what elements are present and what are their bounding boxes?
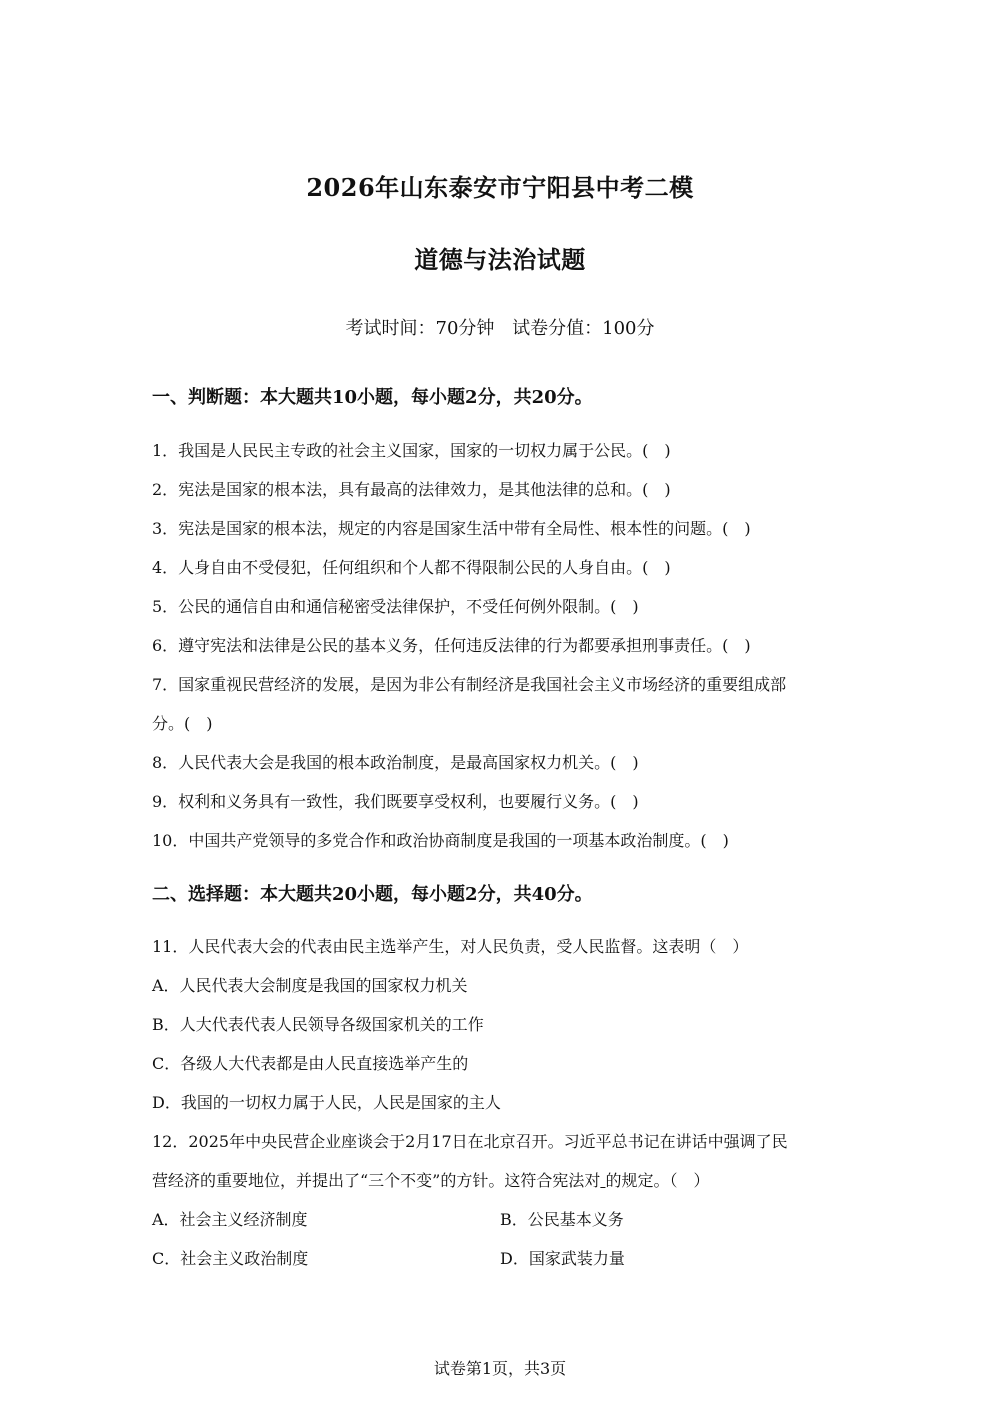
question-5: 5．公民的通信自由和通信秘密受法律保护，不受任何例外限制。( ) [152, 597, 639, 616]
question-11-option-d: D．我国的一切权力属于人民，人民是国家的主人 [152, 1093, 501, 1112]
question-7-line2: 分。( ) [152, 714, 213, 733]
question-8: 8．人民代表大会是我国的根本政治制度，是最高国家权力机关。( ) [152, 753, 639, 772]
exam-meta [0, 314, 1000, 340]
question-11-stem: 11．人民代表大会的代表由民主选举产生，对人民负责，受人民监督。这表明（ ） [152, 937, 749, 956]
section-heading-choice: 二、选择题：本大题共20小题，每小题2分，共40分。 [152, 884, 593, 905]
question-12-option-a: A．社会主义经济制度 [152, 1210, 308, 1229]
question-12-stem-pre: 营经济的重要地位，并提出了“三个不变”的方针。这符合宪法对 [152, 1171, 601, 1190]
question-11-option-c: C．各级人大代表都是由人民直接选举产生的 [152, 1054, 469, 1073]
question-12-stem-post: 的规定。（ ） [605, 1171, 710, 1190]
question-10: 10．中国共产党领导的多党合作和政治协商制度是我国的一项基本政治制度。( ) [152, 831, 729, 850]
question-3: 3．宪法是国家的根本法，规定的内容是国家生活中带有全局性、根本性的问题。( ) [152, 519, 751, 538]
page-footer: 试卷第1页，共3页 [433, 1359, 567, 1378]
question-12-option-d: D．国家武装力量 [500, 1249, 625, 1268]
section-heading-judgement: 一、判断题：本大题共10小题，每小题2分，共20分。 [152, 387, 593, 408]
exam-time: 考试时间：70分钟 [345, 318, 495, 339]
question-9: 9．权利和义务具有一致性，我们既要享受权利，也要履行义务。( ) [152, 792, 639, 811]
question-12-stem-line1: 12．2025年中央民营企业座谈会于2月17日在北京召开。习近平总书记在讲话中强调了民 [152, 1132, 788, 1151]
question-11-option-a: A．人民代表大会制度是我国的国家权力机关 [152, 976, 468, 995]
exam-title: 2026年山东泰安市宁阳县中考二模 [306, 173, 694, 202]
total-score: 试卷分值：100分 [512, 318, 655, 339]
question-4: 4．人身自由不受侵犯，任何组织和个人都不得限制公民的人身自由。( ) [152, 558, 671, 577]
question-12-option-c: C．社会主义政治制度 [152, 1249, 309, 1268]
question-2: 2．宪法是国家的根本法，具有最高的法律效力，是其他法律的总和。( ) [152, 480, 671, 499]
question-11-option-b: B．人大代表代表人民领导各级国家机关的工作 [152, 1015, 484, 1034]
question-12-stem-line2 [152, 1168, 709, 1191]
question-12-option-b: B．公民基本义务 [500, 1210, 624, 1229]
question-1: 1．我国是人民民主专政的社会主义国家，国家的一切权力属于公民。( ) [152, 441, 671, 460]
question-7-line1: 7．国家重视民营经济的发展，是因为非公有制经济是我国社会主义市场经济的重要组成部 [152, 675, 787, 694]
exam-subtitle: 道德与法治试题 [414, 245, 586, 274]
question-6: 6．遵守宪法和法律是公民的基本义务，任何违反法律的行为都要承担刑事责任。( ) [152, 636, 751, 655]
